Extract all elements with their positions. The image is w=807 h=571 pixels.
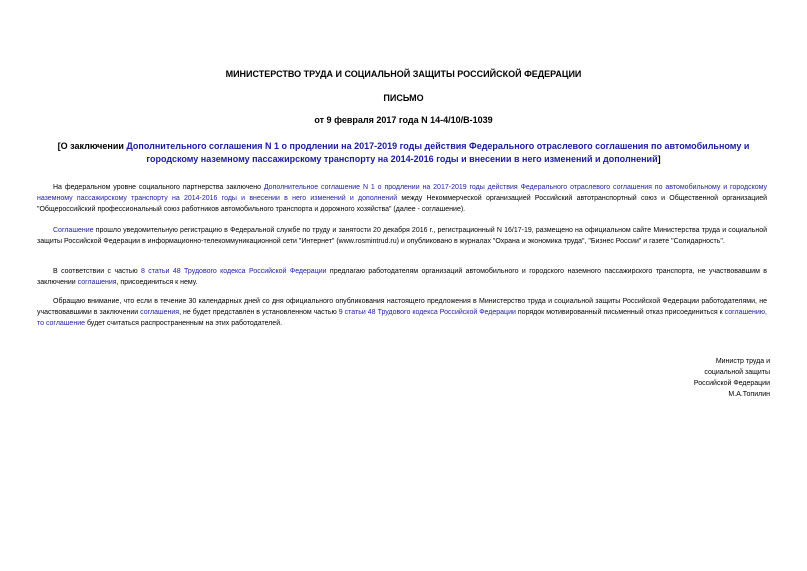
p4-text-2: , не будет представлен в установленном частью: [179, 309, 339, 316]
signature-block: [620, 356, 770, 400]
subject-prefix: [О заключении: [57, 141, 127, 151]
p4-labor-code-link[interactable]: 9 статьи 48 Трудового кодекса Российской Федерации: [338, 309, 516, 316]
p2-text-1: прошло уведомительную регистрацию в Федеральной службе по труду и занятости 20 декабря 2016 г., регистрационный N 16/17-19, размещено на официальном сайте Министерства труда и социальной защиты Российской Федерации в информационно-телекоммуникационной сети "Интернет" (www.rosmintrud.ru) и опубликовано в журналах "Охрана и экономика труда", "Бизнес России" и газете "Солидарность".: [37, 227, 767, 245]
document-date-number: от 9 февраля 2017 года N 14-4/10/В-1039: [314, 115, 493, 125]
signature-line-3: Российской Федерации: [693, 380, 770, 387]
p4-agreement-link-2[interactable]: соглашению, то соглашение: [37, 309, 767, 327]
p4-text-4: будет считаться распространенным на этих работодателей.: [85, 320, 283, 327]
document-type: ПИСЬМО: [383, 93, 424, 103]
p1-text-2: между Некоммерческой организацией Российский автотранспортный союз и Общественной организацией "Общероссийский профессиональный союз работников автомобильного транспорта и дорожного хозяйства" (далее - соглашение).: [37, 195, 768, 213]
signature-name: М.А.Топилин: [728, 391, 770, 398]
paragraph-2: [37, 225, 767, 247]
p3-text-2: предлагаю работодателям организаций автомобильного и городского наземного пассажирского транспорта, не участвовавшим в заключении: [37, 268, 767, 286]
signature-line-1: Министр труда и: [715, 358, 770, 365]
signature-line-2: социальной защиты: [704, 369, 770, 376]
p3-text-3: , присоединиться к нему.: [116, 279, 198, 286]
p4-agreement-link[interactable]: соглашения: [140, 309, 180, 316]
p3-agreement-link[interactable]: соглашения: [77, 279, 117, 286]
p1-text-1: На федеральном уровне социального партнерства заключено: [53, 184, 264, 191]
paragraph-4: [37, 296, 767, 329]
p2-agreement-link[interactable]: Соглашение: [53, 227, 94, 234]
paragraph-3: [37, 266, 767, 288]
p4-text-3: порядок мотивированный письменный отказ присоединиться к: [515, 309, 725, 316]
p4-text-1: Обращаю внимание, что если в течение 30 календарных дней со дня официального опубликования настоящего предложения в Министерство труда и социальной защиты Российской Федерации работодателями, не участвовавшими в заключении: [37, 298, 767, 316]
p1-agreement-link[interactable]: Дополнительное соглашение N 1 о продлении на 2017-2019 годы действия Федерального отраслевого соглашения по автомобильному и городскому наземному пассажирскому транспорту на 2014-2016 годы и внесении в него изменений и дополнений: [37, 184, 767, 202]
subject-link[interactable]: Дополнительного соглашения N 1 о продлении на 2017-2019 годы действия Федерального отраслевого соглашения по автомобильному и городскому наземному пассажирскому транспорту на 2014-2016 годы и внесении в него изменений и дополнений: [126, 141, 750, 164]
subject-suffix: ]: [657, 153, 661, 164]
paragraph-1: [37, 182, 767, 215]
p3-text-1: В соответствии с частью: [53, 268, 141, 275]
ministry-title: МИНИСТЕРСТВО ТРУДА И СОЦИАЛЬНОЙ ЗАЩИТЫ РОССИЙСКОЙ ФЕДЕРАЦИИ: [225, 69, 582, 79]
document-subject: [40, 140, 767, 165]
p3-labor-code-link[interactable]: 8 статьи 48 Трудового кодекса Российской Федерации: [141, 268, 327, 275]
